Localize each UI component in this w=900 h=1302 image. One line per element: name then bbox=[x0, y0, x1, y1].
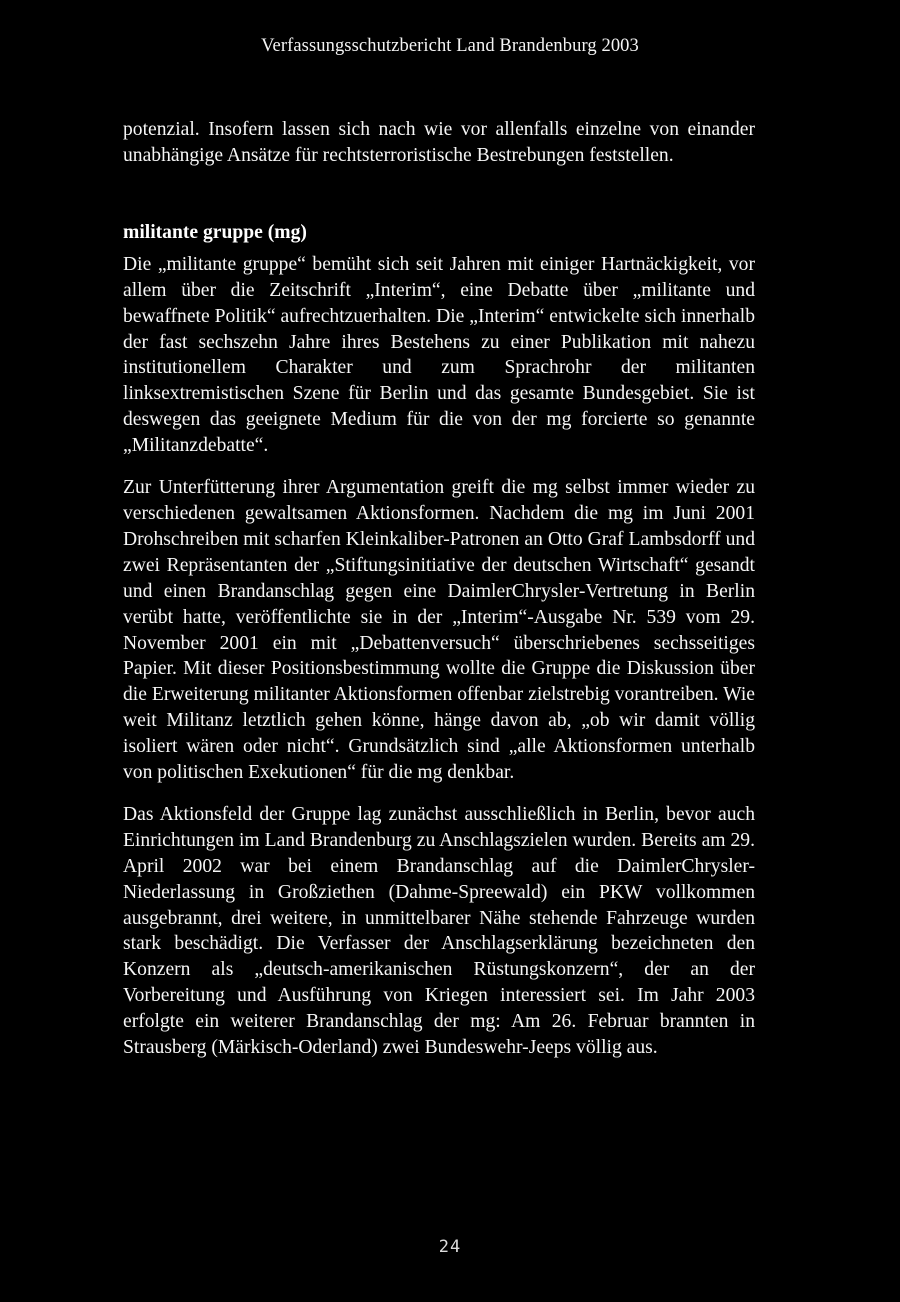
paragraph-1: Die „militante gruppe“ bemüht sich seit Jahren mit einiger Hartnäckigkeit, vor allem über die Zeitschrift „Interim“, eine Debatte über „militante und bewaffnete Politik“ aufrechtzuerhalten. Die „Interim“ entwickelte sich innerhalb der fast sechszehn Jahre ihres Bestehens zu einer Publikation mit nahezu institutionellem Charakter und zum Sprachrohr der militanten linksextremistischen Szene für Berlin und das gesamte Bundesgebiet. Sie ist deswegen das geeignete Medium für die von der mg forcierte so genannte „Militanzdebatte“. bbox=[123, 253, 755, 457]
body-text bbox=[123, 117, 755, 1061]
paragraph-3: Das Aktionsfeld der Gruppe lag zunächst ausschließlich in Berlin, bevor auch Einrichtungen im Land Brandenburg zu Anschlagszielen wurden. Bereits am 29. April 2002 war bei einem Brandanschlag auf die DaimlerChrysler-Niederlassung in Großziethen (Dahme-Spreewald) ein PKW vollkommen ausgebrannt, drei weitere, in unmittelbarer Nähe stehende Fahrzeuge wurden stark beschädigt. Die Verfasser der Anschlagserklärung bezeichneten den Konzern als „deutsch-amerikanischen Rüstungskonzern“, der an der Vorbereitung und Ausführung von Kriegen interessiert sei. Im Jahr 2003 erfolgte ein weiterer Brandanschlag der mg: Am 26. Februar brannten in Strausberg (Märkisch-Oderland) zwei Bundeswehr-Jeeps völlig aus. bbox=[123, 803, 755, 1059]
running-header: Verfassungsschutzbericht Land Brandenburg 2003 bbox=[261, 36, 639, 56]
paragraph-2: Zur Unterfütterung ihrer Argumentation greift die mg selbst immer wieder zu verschiedenen gewaltsamen Aktionsformen. Nachdem die mg im Juni 2001 Drohschreiben mit scharfen Kleinkaliber-Patronen an Otto Graf Lambsdorff und zwei Repräsentanten der „Stiftungsinitiative der deutschen Wirtschaft“ gesandt und einen Brandanschlag gegen eine DaimlerChrysler-Vertretung in Berlin verübt hatte, veröffentlichte sie in der „Interim“-Ausgabe Nr. 539 vom 29. November 2001 ein mit „Debattenversuch“ überschriebenes sechsseitiges Papier. Mit dieser Positionsbestimmung wollte die Gruppe die Diskussion über die Erweiterung militanter Aktionsformen offenbar zielstrebig vorantreiben. Wie weit Militanz letztlich gehen könne, hänge davon ab, „ob wir damit völlig isoliert wären oder nicht“. Grundsätzlich sind „alle Aktionsformen unterhalb von politischen Exekutionen“ für die mg denkbar. bbox=[123, 477, 755, 784]
intro-paragraph: potenzial. Insofern lassen sich nach wie vor allenfalls einzelne von einander unabhängige Ansätze für rechtsterroristische Bestrebungen feststellen. bbox=[123, 119, 755, 166]
section-heading: militante gruppe (mg) bbox=[123, 221, 307, 243]
page-number: 24 bbox=[438, 1237, 462, 1257]
